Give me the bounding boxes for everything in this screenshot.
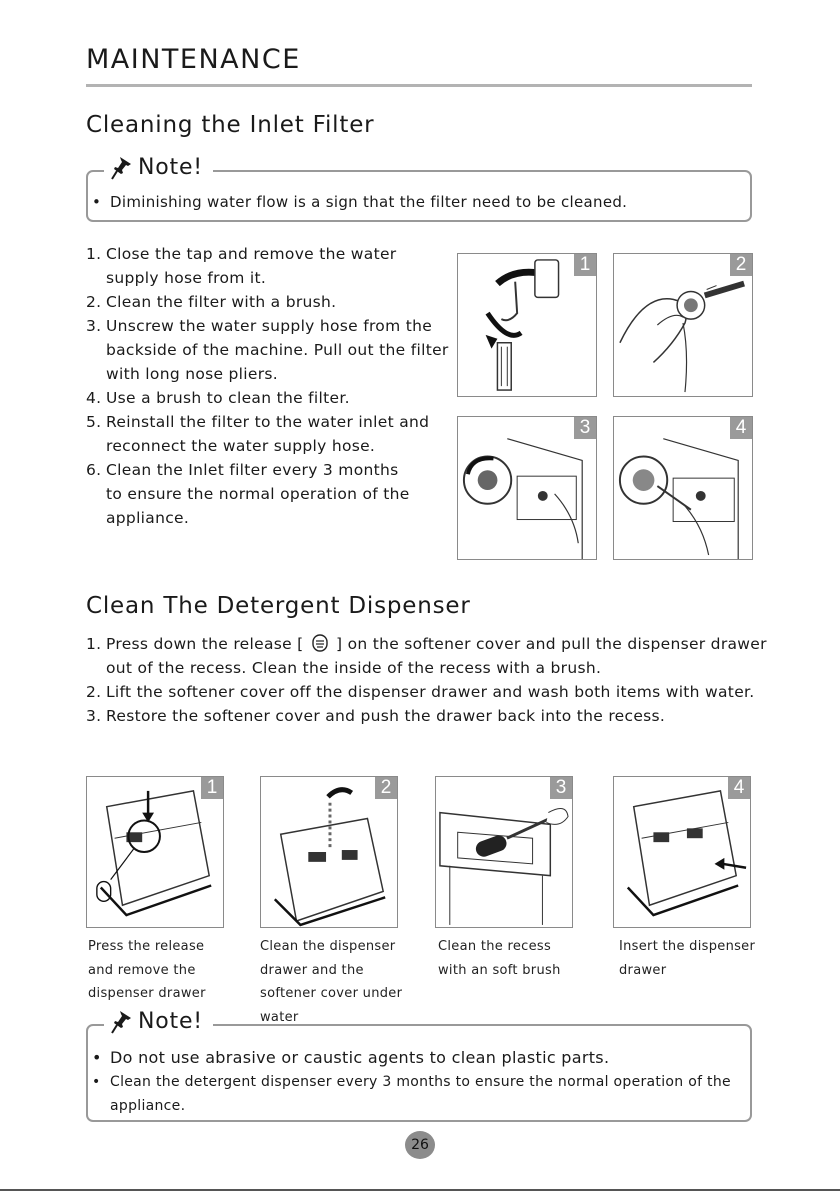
step-item: 1. Close the tap and remove the water supply hose from it. bbox=[86, 245, 397, 287]
dispenser-figure-1 bbox=[86, 776, 224, 928]
dispenser-section-title: Clean The Detergent Dispenser bbox=[86, 593, 471, 619]
inlet-figure-1 bbox=[457, 253, 597, 397]
note-header bbox=[104, 155, 213, 180]
step-item: 1. Press down the release [ ] on the softener cover and pull the dispenser drawer out of the recess. Clean the inside of the recess with a brush. bbox=[86, 635, 767, 677]
step-item: 4. Use a brush to clean the filter. bbox=[86, 389, 350, 407]
step-item: 3. Restore the softener cover and push the drawer back into the recess. bbox=[86, 707, 666, 725]
figure-number: 4 bbox=[730, 417, 752, 439]
step-item: 2. Lift the softener cover off the dispenser drawer and wash both items with water. bbox=[86, 683, 755, 701]
pushpin-icon bbox=[110, 1010, 132, 1034]
dispenser-figure-4 bbox=[613, 776, 751, 928]
pushpin-icon bbox=[110, 156, 132, 180]
inlet-section-title: Cleaning the Inlet Filter bbox=[86, 112, 375, 138]
inlet-figure-2 bbox=[613, 253, 753, 397]
figure-caption: Press the release and remove the dispenser drawer bbox=[88, 939, 206, 1001]
drawer-insert-illustration bbox=[614, 777, 750, 927]
dispenser-figure-3 bbox=[435, 776, 573, 928]
note-label: Note! bbox=[138, 155, 203, 180]
figure-number: 2 bbox=[730, 254, 752, 276]
figure-caption: Clean the dispenser drawer and the softener cover under water bbox=[260, 939, 403, 1025]
step-item: 2. Clean the filter with a brush. bbox=[86, 293, 337, 311]
inlet-note-list bbox=[88, 190, 750, 214]
bottom-divider bbox=[0, 1189, 840, 1191]
inlet-figure-4 bbox=[613, 416, 753, 560]
drawer-water-illustration bbox=[261, 777, 397, 927]
note-header bbox=[104, 1009, 213, 1034]
inlet-figure-3 bbox=[457, 416, 597, 560]
figure-number: 1 bbox=[201, 777, 223, 799]
inlet-steps bbox=[86, 242, 454, 530]
release-button-icon bbox=[312, 634, 328, 652]
figure-number: 3 bbox=[550, 777, 572, 799]
inlet-note-box bbox=[86, 155, 752, 222]
figure-caption: Insert the dispenser drawer bbox=[619, 939, 756, 978]
figure-caption: Clean the recess with an soft brush bbox=[438, 939, 561, 978]
dispenser-figure-2 bbox=[260, 776, 398, 928]
recess-brush-illustration bbox=[436, 777, 572, 927]
note-item: • Clean the detergent dispenser every 3 months to ensure the normal operation of the appliance. bbox=[88, 1070, 738, 1118]
figure-number: 4 bbox=[728, 777, 750, 799]
figure-number: 1 bbox=[574, 254, 596, 276]
note-label: Note! bbox=[138, 1009, 203, 1034]
dispenser-steps bbox=[86, 632, 770, 728]
figure-number: 2 bbox=[375, 777, 397, 799]
step-item: 5. Reinstall the filter to the water inlet and reconnect the water supply hose. bbox=[86, 413, 430, 455]
note-item: • Do not use abrasive or caustic agents to clean plastic parts. bbox=[88, 1046, 750, 1070]
step-item: 3. Unscrew the water supply hose from the backside of the machine. Pull out the filter with long nose pliers. bbox=[86, 317, 449, 383]
figure-number: 3 bbox=[574, 417, 596, 439]
page-title: MAINTENANCE bbox=[86, 44, 301, 75]
drawer-release-illustration bbox=[87, 777, 223, 927]
dispenser-note-list bbox=[88, 1046, 750, 1118]
page-number: 26 bbox=[405, 1131, 435, 1159]
note-item: • Diminishing water flow is a sign that the filter need to be cleaned. bbox=[88, 190, 750, 214]
step-item: 6. Clean the Inlet filter every 3 months to ensure the normal operation of the appliance. bbox=[86, 461, 410, 527]
dispenser-note-box bbox=[86, 1009, 752, 1122]
title-divider bbox=[86, 84, 752, 87]
